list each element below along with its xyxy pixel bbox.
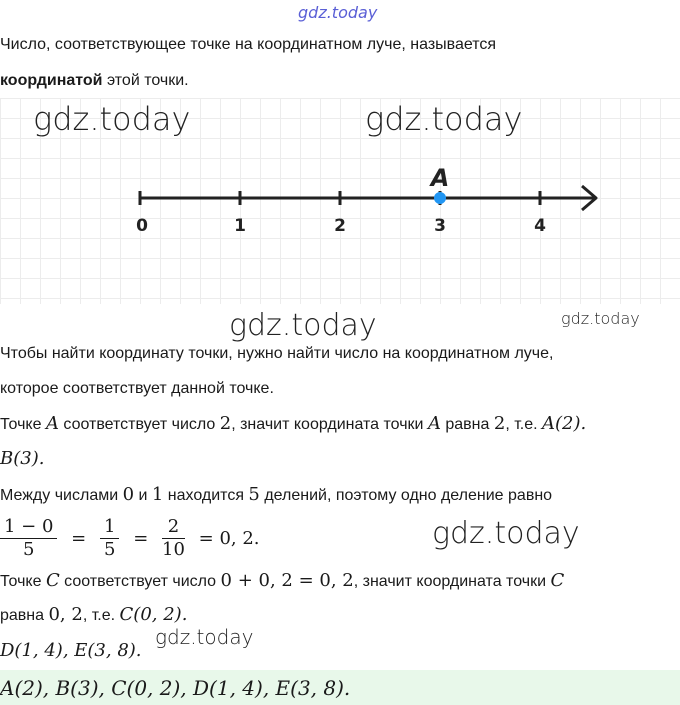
- math-num: 2: [219, 413, 232, 434]
- math-expr: 0 + 0, 2 = 0, 2: [220, 570, 354, 591]
- answer-box: [0, 670, 680, 705]
- para1-line-1: Чтобы найти координату точки, нужно найти число на координатном луче,: [0, 345, 554, 362]
- tick-label-4: 4: [534, 216, 546, 236]
- para3-line-1: [0, 484, 552, 507]
- math-num: 5: [248, 484, 260, 505]
- para4-line-2: [0, 604, 187, 627]
- tick-label-1: 1: [234, 216, 246, 236]
- math-var: C: [550, 570, 565, 591]
- math-var: A: [45, 413, 59, 434]
- para4-line-3: D(1, 4), E(3, 8).: [0, 640, 142, 661]
- fraction-3-denominator: 10: [162, 539, 185, 560]
- answer-text: A(2), B(3), C(0, 2), D(1, 4), E(3, 8).: [0, 676, 351, 700]
- para2-line-2: B(3).: [0, 448, 45, 469]
- text: равна: [440, 416, 494, 433]
- para2-line-1: [0, 413, 586, 436]
- math-num: 2: [493, 413, 506, 434]
- number-line-figure: [0, 98, 680, 304]
- text: , т.е.: [505, 416, 542, 433]
- watermark: gdz.today: [561, 309, 640, 328]
- watermark: gdz.today: [432, 516, 580, 551]
- fraction-3: [162, 516, 185, 561]
- math-var: A: [427, 413, 441, 434]
- text: , значит координата точки: [231, 416, 428, 433]
- math-expr: A(2).: [542, 413, 587, 434]
- text: соответствует число: [58, 416, 220, 433]
- text: соответствует число: [59, 573, 221, 590]
- fraction-3-numerator: 2: [162, 516, 185, 539]
- math-num: 1: [151, 484, 164, 505]
- tick-label-3: 3: [434, 216, 446, 236]
- text: находится: [163, 487, 249, 504]
- fraction-2-numerator: 1: [100, 516, 119, 539]
- fraction-2-denominator: 5: [104, 539, 116, 560]
- text: равна: [0, 607, 49, 624]
- text: Точке: [0, 573, 46, 590]
- math-num: 0, 2: [48, 604, 83, 625]
- intro-line-2: [0, 70, 189, 92]
- watermark: gdz.today: [33, 100, 191, 138]
- point-A-label: A: [430, 164, 450, 192]
- intro-line-1: Число, соответствующее точке на координатном луче, называется: [0, 36, 497, 53]
- fraction-equation: [0, 516, 260, 561]
- para4-line-1: [0, 570, 564, 593]
- text: Точке: [0, 416, 46, 433]
- tick-label-2: 2: [334, 216, 346, 236]
- equals-sign: =: [133, 528, 149, 549]
- fraction-1-numerator: 1 − 0: [0, 516, 57, 539]
- text: , т.е.: [82, 607, 120, 624]
- fraction-2: [100, 516, 119, 561]
- para1-line-2: которое соответствует данной точке.: [0, 380, 274, 397]
- text: , значит координата точки: [353, 573, 551, 590]
- tick-label-0: 0: [136, 216, 148, 236]
- fraction-1-denominator: 5: [22, 539, 35, 560]
- equation-result: = 0, 2.: [198, 528, 260, 549]
- watermark: gdz.today: [365, 100, 523, 138]
- watermark: gdz.today: [155, 625, 254, 649]
- text: Между числами: [0, 487, 123, 504]
- watermark: gdz.today: [298, 3, 378, 22]
- intro-line-2-rest: этой точки.: [102, 72, 189, 89]
- point-A-marker: [434, 192, 446, 204]
- equals-sign: =: [71, 528, 87, 549]
- text: и: [134, 487, 152, 504]
- text: делений, поэтому одно деление равно: [259, 487, 553, 504]
- watermark: gdz.today: [229, 308, 377, 343]
- term-coordinate: координатой: [0, 72, 103, 89]
- math-num: 0: [122, 484, 135, 505]
- math-var: C: [45, 570, 60, 591]
- fraction-1: [0, 516, 57, 561]
- math-expr: C(0, 2).: [119, 604, 188, 625]
